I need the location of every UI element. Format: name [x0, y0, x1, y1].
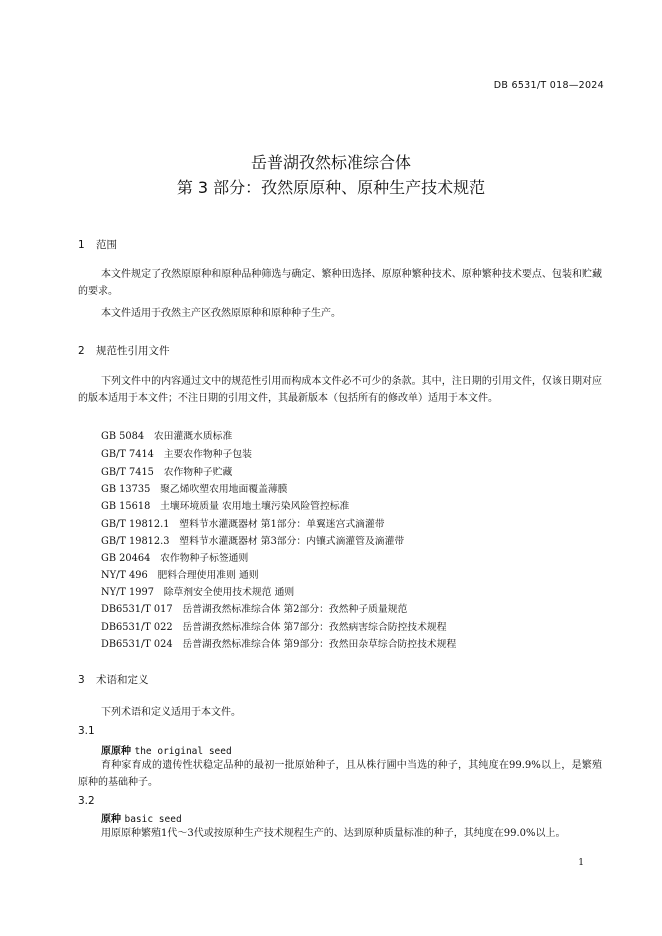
term-3-1-number: 3.1 — [78, 725, 95, 737]
section-1-number: 1 — [78, 239, 85, 251]
section-2-title: 规范性引用文件 — [96, 345, 170, 357]
section-3-number: 3 — [78, 674, 85, 686]
reference-item: GB 13735 聚乙烯吹塑农用地面覆盖薄膜 — [101, 484, 288, 495]
references-intro: 下列文件中的内容通过文中的规范性引用而构成本文件必不可少的条款。其中，注日期的引用文件，仅该日期对应的版本适用于本文件；不注日期的引用文件，其最新版本（包括所有的修改单）适用于本文件。 — [78, 376, 602, 404]
term-3-1-name: 原原种 — [101, 746, 131, 757]
page-number: 1 — [578, 858, 584, 868]
section-1-title: 范围 — [96, 239, 117, 251]
terms-intro: 下列术语和定义适用于本文件。 — [101, 707, 241, 718]
reference-item: GB/T 19812.3 塑料节水灌溉器材 第3部分：内镶式滴灌管及滴灌带 — [101, 536, 405, 547]
reference-item: NY/T 1997 除草剂安全使用技术规范 通则 — [101, 587, 295, 598]
reference-item: DB6531/T 022 岳普湖孜然标准综合体 第7部分：孜然病害综合防控技术规程 — [101, 622, 447, 633]
term-3-1-label — [101, 742, 232, 757]
section-3-heading — [78, 672, 149, 687]
term-3-2-definition: 用原原种繁殖1代～3代或按原种生产技术规程生产的、达到原种质量标准的种子，其纯度在99.0%以上。 — [101, 828, 566, 839]
section-3-title: 术语和定义 — [96, 674, 149, 686]
document-title-line1: 岳普湖孜然标准综合体 — [250, 153, 411, 172]
reference-item: NY/T 496 肥料合理使用准则 通则 — [101, 570, 259, 581]
reference-item: GB/T 7415 农作物种子贮藏 — [101, 467, 233, 478]
term-3-2-label — [101, 810, 182, 825]
section-2-number: 2 — [78, 345, 85, 357]
reference-item: GB/T 19812.1 塑料节水灌溉器材 第1部分：单翼迷宫式滴灌带 — [101, 519, 385, 530]
reference-item: DB6531/T 017 岳普湖孜然标准综合体 第2部分：孜然种子质量规范 — [101, 604, 408, 615]
scope-paragraph-2: 本文件适用于孜然主产区孜然原原种和原种种子生产。 — [101, 308, 341, 319]
reference-item: GB 5084 农田灌溉水质标准 — [101, 431, 233, 442]
scope-paragraph-1: 本文件规定了孜然原原种和原种品种筛选与确定、繁种田选择、原原种繁种技术、原种繁种技术要点、包装和贮藏的要求。 — [78, 269, 602, 297]
term-3-1-definition: 育种家育成的遗传性状稳定品种的最初一批原始种子，且从株行圃中当选的种子，其纯度在99.9%以上，是繁殖原种的基础种子。 — [78, 760, 602, 788]
document-title-line2: 第 3 部分：孜然原原种、原种生产技术规范 — [176, 178, 486, 197]
section-2-heading — [78, 343, 170, 358]
term-3-2-number: 3.2 — [78, 795, 95, 807]
reference-item: GB 15618 土壤环境质量 农用地土壤污染风险管控标准 — [101, 501, 350, 512]
document-number: DB 6531/T 018—2024 — [493, 80, 604, 91]
term-3-2-name: 原种 — [101, 814, 121, 825]
term-3-1-english: the original seed — [134, 746, 232, 757]
reference-item: DB6531/T 024 岳普湖孜然标准综合体 第9部分：孜然田杂草综合防控技术规程 — [101, 639, 457, 650]
reference-item: GB/T 7414 主要农作物种子包装 — [101, 449, 252, 460]
reference-item: GB 20464 农作物种子标签通则 — [101, 553, 249, 564]
section-1-heading — [78, 237, 117, 252]
term-3-2-english: basic seed — [124, 814, 182, 825]
